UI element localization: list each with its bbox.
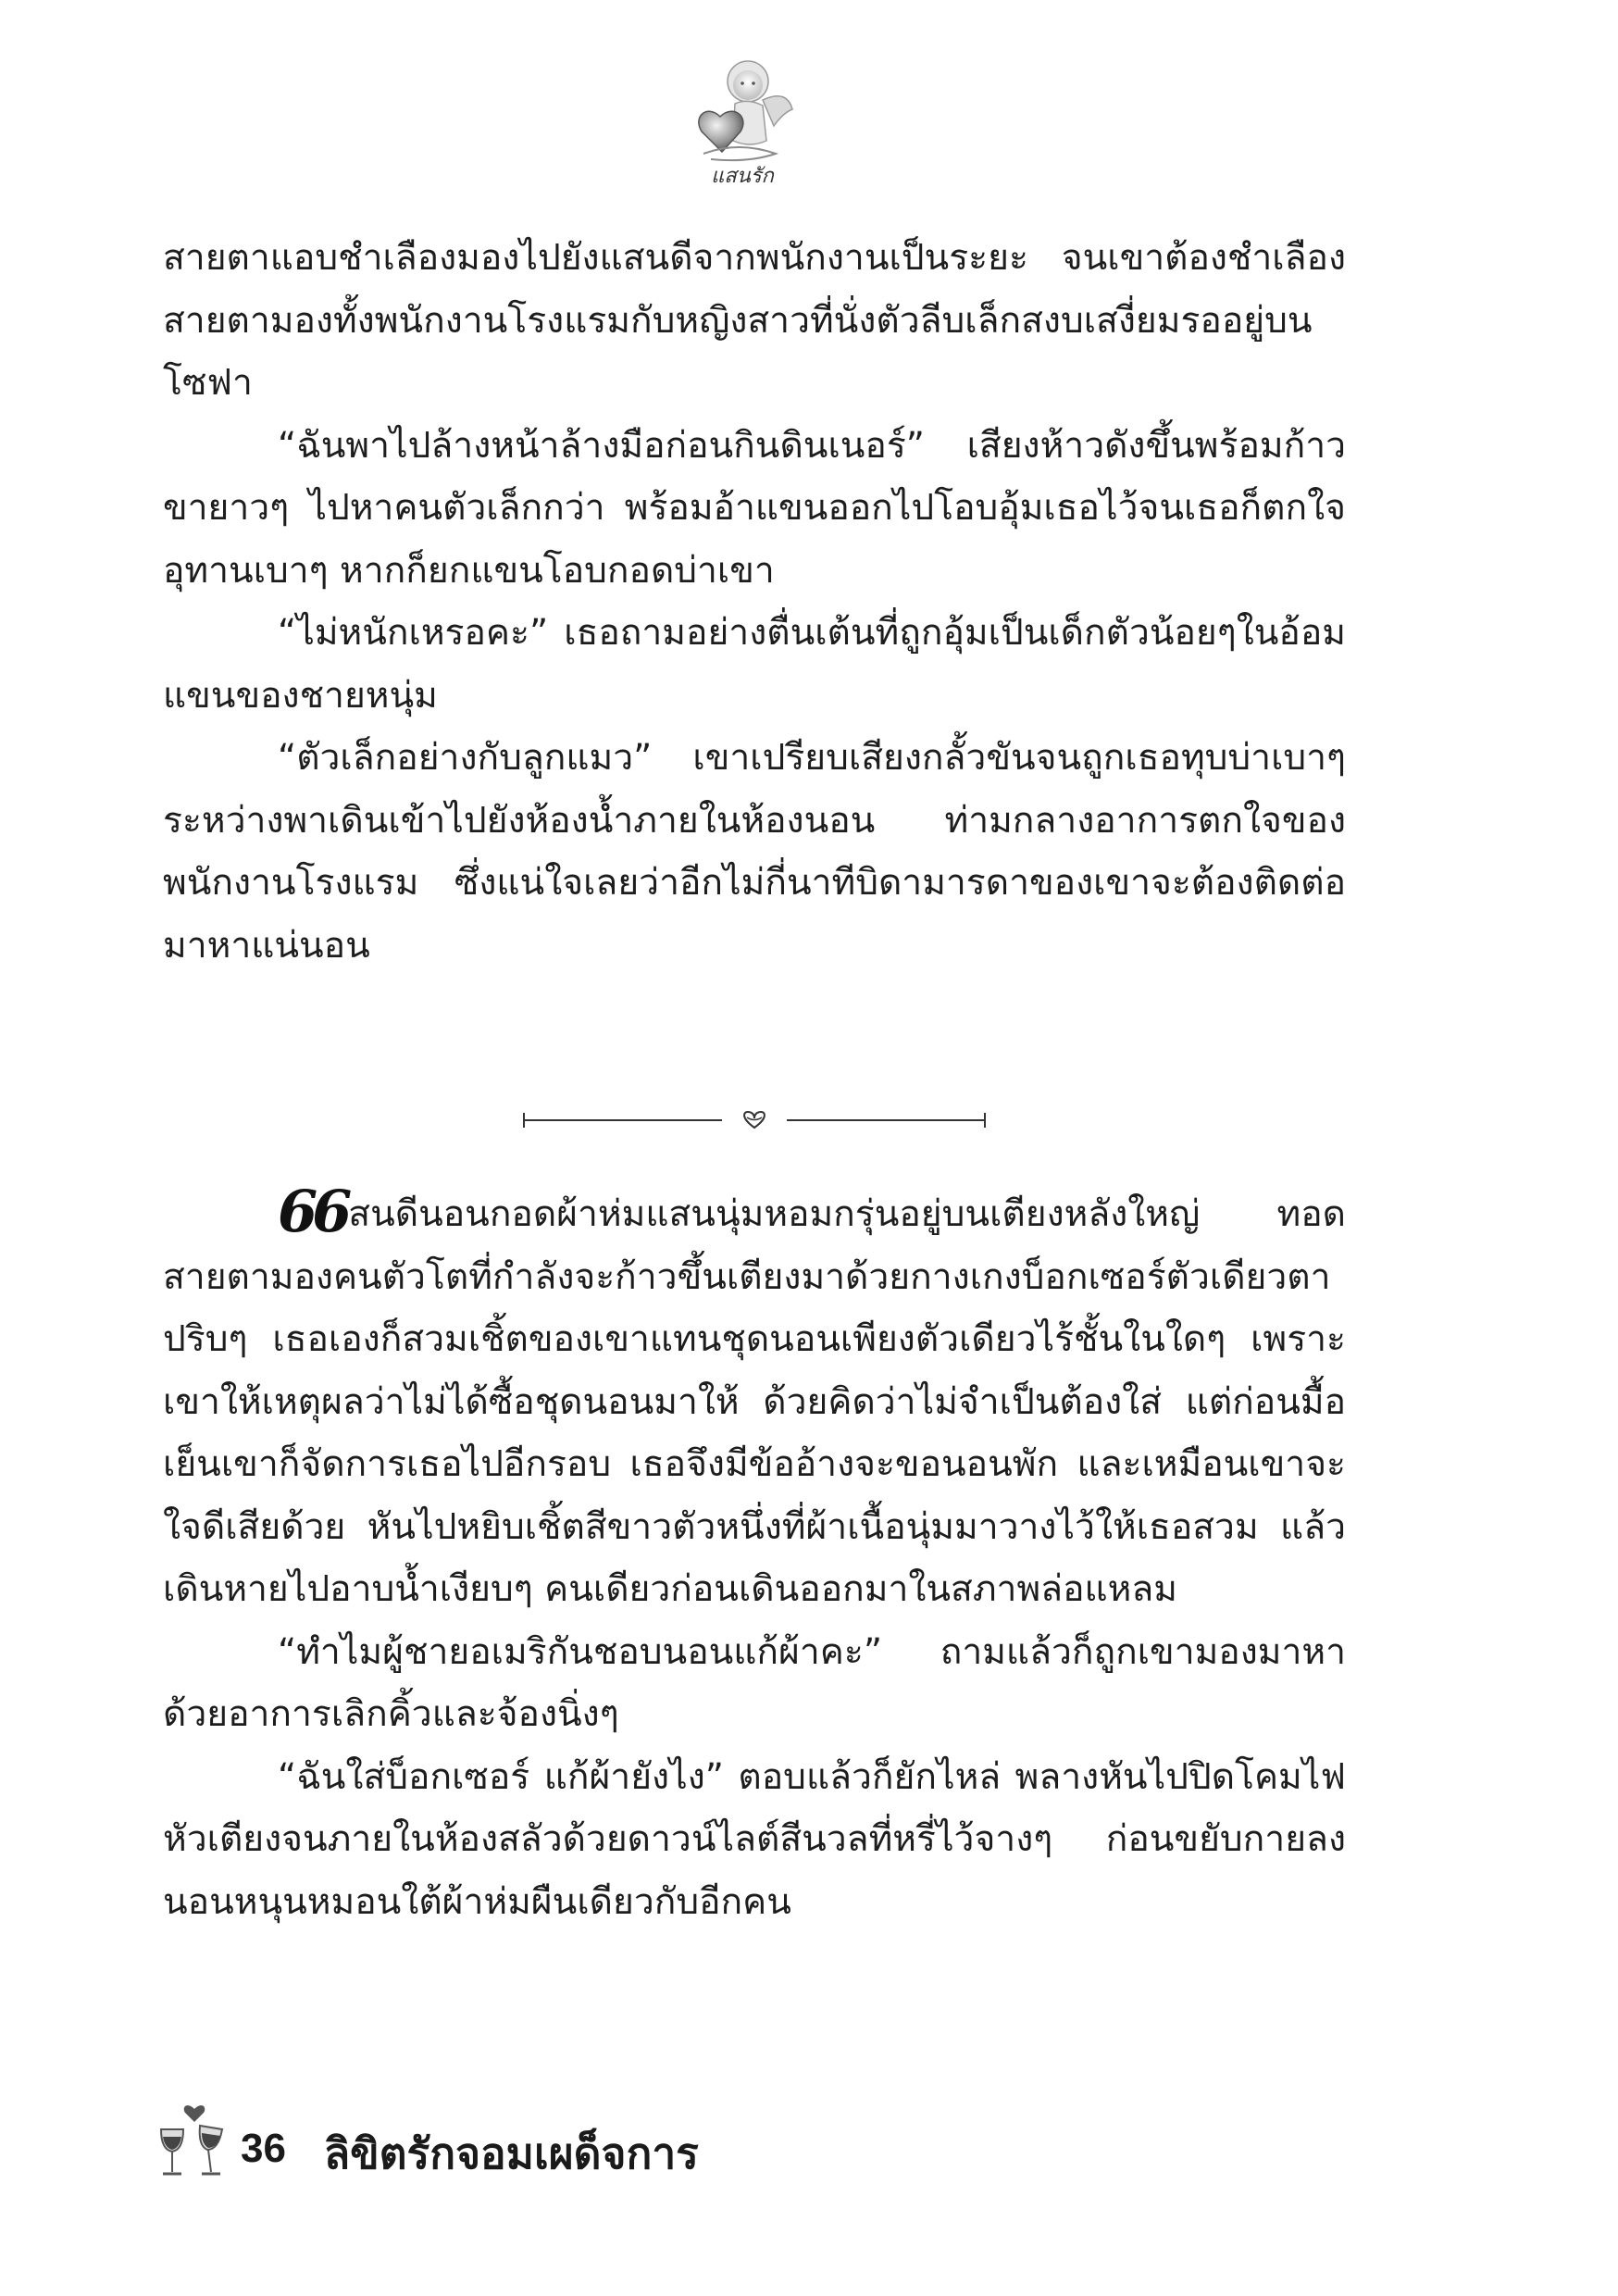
paragraph: “ตัวเล็กอย่างกับลูกแมว” เขาเปรียบเสียงกลั้วขันจนถูกเธอทุบบ่าเบาๆ ระหว่างพาเดินเข้าไปยังห้องน้ำภายในห้องนอน ท่ามกลางอาการตกใจของพนักงานโรงแรม ซึ่งแน่ใจเลยว่าอีกไม่กี่นาทีบิดามารดาของเขาจะต้องติดต่อมาหาแน่นอน <box>163 737 1346 967</box>
text-block-top <box>163 227 1346 977</box>
publisher-logo <box>683 52 802 191</box>
page-footer <box>152 2092 985 2194</box>
paragraph: “ไม่หนักเหรอคะ” เธอถามอย่างตื่นเต้นที่ถูกอุ้มเป็นเด็กตัวน้อยๆในอ้อมแขนของชายหนุ่ม <box>163 612 1346 717</box>
wine-glasses-icon <box>152 2092 237 2185</box>
opening-quote-mark: 66 <box>278 1178 347 1245</box>
logo-wordmark: แสนรัก <box>711 165 774 188</box>
paragraph: “ฉันพาไปล้างหน้าล้างมือก่อนกินดินเนอร์” เสียงห้าวดังขึ้นพร้อมก้าวขายาวๆ ไปหาคนตัวเล็กกว่า พร้อมอ้าแขนออกไปโอบอุ้มเธอไว้จนเธอก็ตกใจอุทานเบาๆ หากก็ยกแขนโอบกอดบ่าเขา <box>163 424 1346 592</box>
book-title: ลิขิตรักจอมเผด็จการ <box>324 2129 699 2177</box>
heart-ornament-icon <box>518 1107 990 1133</box>
paragraph <box>163 1178 1346 1621</box>
paragraph: สายตาแอบชำเลืองมองไปยังแสนดีจากพนักงานเป็นระยะ จนเขาต้องชำเลืองสายตามองทั้งพนักงานโรงแรมกับหญิงสาวที่นั่งตัวลีบเล็กสงบเสงี่ยมรออยู่บนโซฟา <box>163 237 1346 404</box>
paragraph: “ทำไมผู้ชายอเมริกันชอบนอนแก้ผ้าคะ” ถามแล้วก็ถูกเขามองมาหาด้วยอาการเลิกคิ้วและจ้องนิ่งๆ <box>163 1630 1346 1735</box>
text-block-bottom <box>163 1178 1346 1933</box>
paragraph-text: สนดีนอนกอดผ้าห่มแสนนุ่มหอมกรุ่นอยู่บนเตียงหลังใหญ่ ทอดสายตามองคนตัวโตที่กำลังจะก้าวขึ้นเตียงมาด้วยกางเกงบ็อกเซอร์ตัวเดียวตาปริบๆ เธอเองก็สวมเชิ้ตของเขาแทนชุดนอนเพียงตัวเดียวไร้ชั้นในใดๆ เพราะเขาให้เหตุผลว่าไม่ได้ซื้อชุดนอนมาให้ ด้วยคิดว่าไม่จำเป็นต้องใส่ แต่ก่อนมื้อเย็นเขาก็จัดการเธอไปอีกรอบ เธอจึงมีข้ออ้างจะขอนอนพัก และเหมือนเขาจะใจดีเสียด้วย หันไปหยิบเชิ้ตสีขาวตัวหนึ่งที่ผ้าเนื้อนุ่มมาวางไว้ให้เธอสวม แล้วเดินหายไปอาบน้ำเงียบๆ คนเดียวก่อนเดินออกมาในสภาพล่อแหลม <box>163 1193 1346 1610</box>
paragraph: “ฉันใส่บ็อกเซอร์ แก้ผ้ายังไง” ตอบแล้วก็ยักไหล่ พลางหันไปปิดโคมไฟหัวเตียงจนภายในห้องสลัวด้วยดาวน์ไลต์สีนวลที่หรี่ไว้จางๆ ก่อนขยับกายลงนอนหนุนหมอนใต้ผ้าห่มผืนเดียวกับอีกคน <box>163 1755 1346 1923</box>
section-divider <box>518 1107 990 1133</box>
page-number: 36 <box>241 2126 286 2171</box>
